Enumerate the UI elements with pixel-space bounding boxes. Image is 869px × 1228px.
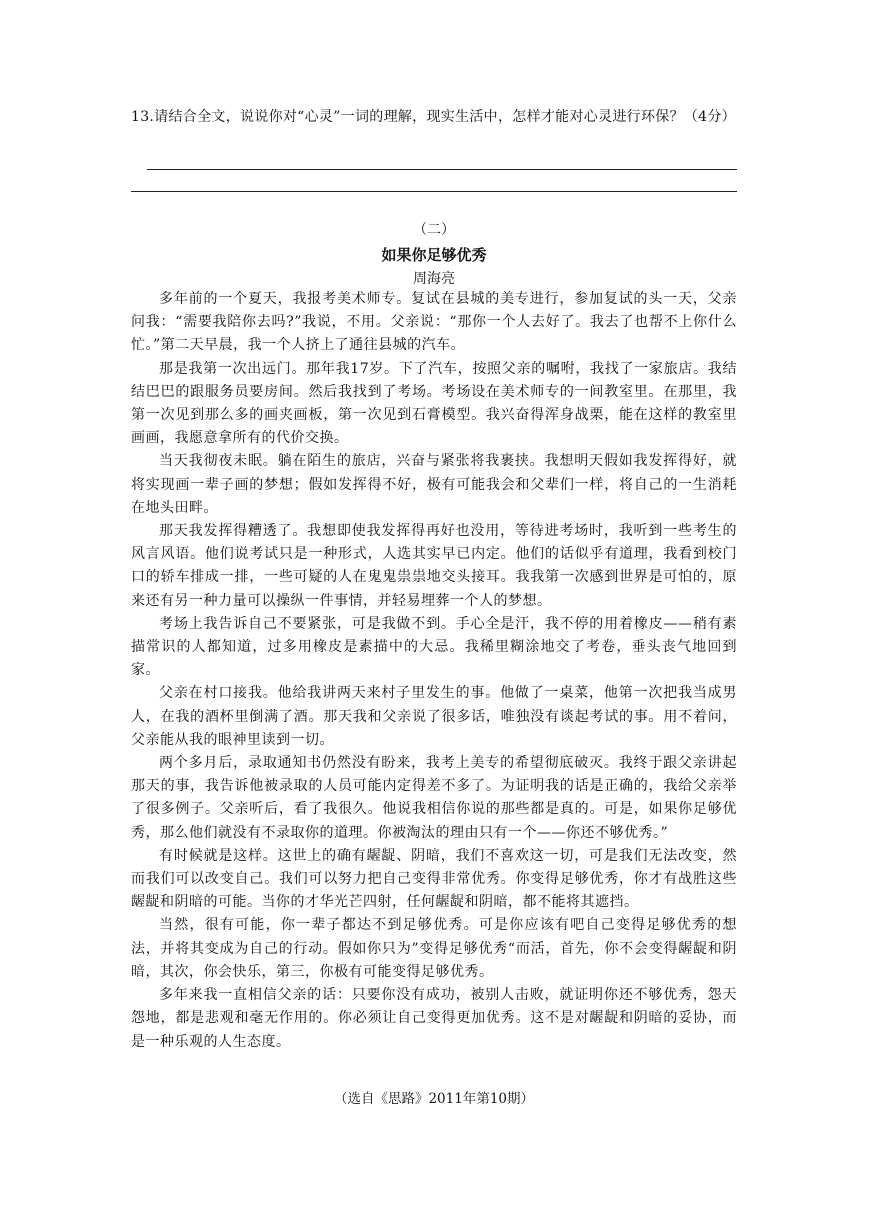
source-citation: （选自《思路》2011年第10期） (333, 1091, 535, 1107)
paragraph: 那天我发挥得糟透了。我想即使我发挥得再好也没用，等待进考场时，我听到一些考生的风言风语。他们说考试只是一种形式，人选其实早已内定。他们的话似乎有道理，我看到校门口的轿车排成一排，一些可疑的人在鬼鬼祟祟地交头接耳。我我第一次感到世界是可怕的，原来还有另一种力量可以操纵一件事情，并轻易埋葬一个人的梦想。 (131, 523, 737, 609)
passage-author: 周海亮 (413, 271, 455, 287)
paragraph: 当然，很有可能，你一辈子都达不到足够优秀。可是你应该有吧自己变得足够优秀的想法，并将其变成为自己的行动。假如你只为”变得足够优秀“而活，首先，你不会变得龌龊和阴暗，其次，你会快乐，第三，你极有可能变得足够优秀。 (131, 917, 737, 980)
answer-line-2 (131, 191, 737, 192)
paragraph: 当天我彻夜未眠。躺在陌生的旅店，兴奋与紧张将我裹挟。我想明天假如我发挥得好，就将实现画一辈子画的梦想；假如发挥得不好，极有可能我会和父辈们一样，将自己的一生消耗在地头田畔。 (131, 453, 737, 516)
paragraph: 考场上我告诉自己不要紧张，可是我做不到。手心全是汗，我不停的用着橡皮——稍有素描常识的人都知道，过多用橡皮是素描中的大忌。我稀里糊涂地交了考卷，垂头丧气地回到家。 (131, 615, 737, 679)
section-marker: （二） (413, 222, 455, 238)
passage-body (131, 288, 737, 1054)
passage-title: 如果你足够优秀 (381, 246, 487, 264)
paragraph: 两个多月后，录取通知书仍然没有盼来，我考上美专的希望彻底破灭。我终于跟父亲讲起那天的事，我告诉他被录取的人员可能内定得差不多了。为证明我的话是正确的，我给父亲举了很多例子。父亲听后，看了我很久。他说我相信你说的那些都是真的。可是，如果你足够优秀，那么他们就没有不录取你的道理。你被淘汰的理由只有一个——你还不够优秀。” (131, 755, 737, 841)
paragraph: 父亲在村口接我。他给我讲两天来村子里发生的事。他做了一桌菜，他第一次把我当成男人，在我的酒杯里倒满了酒。那天我和父亲说了很多话，唯独没有谈起考试的事。用不着问，父亲能从我的眼神里读到一切。 (131, 685, 737, 748)
question-13: 13.请结合全文，说说你对“心灵”一词的理解，现实生活中，怎样才能对心灵进行环保？（4分） (131, 109, 736, 125)
paragraph: 有时候就是这样。这世上的确有龌龊、阴暗，我们不喜欢这一切，可是我们无法改变，然而我们可以改变自己。我们可以努力把自己变得非常优秀。你变得足够优秀，你才有战胜这些龌龊和阴暗的可能。当你的才华光芒四射，任何龌龊和阴暗，都不能将其遮挡。 (131, 847, 737, 911)
paragraph: 多年前的一个夏天，我报考美术师专。复试在县城的美专进行，参加复试的头一天，父亲问我：“需要我陪你去吗?”我说，不用。父亲说：“那你一个人去好了。我去了也帮不上你什么忙。”第二天早晨，我一个人挤上了通往县城的汽车。 (131, 291, 737, 354)
paragraph: 那是我第一次出远门。那年我17岁。下了汽车，按照父亲的嘱咐，我找了一家旅店。我结结巴巴的跟服务员要房间。然后我找到了考场。考场设在美术师专的一间教室里。在那里，我第一次见到那么多的画夹画板，第一次见到石膏模型。我兴奋得浑身战栗，能在这样的教室里画画，我愿意拿所有的代价交换。 (131, 360, 737, 447)
answer-line-1 (147, 169, 737, 170)
paragraph: 多年来我一直相信父亲的话：只要你没有成功，被别人击败，就证明你还不够优秀，怨天怨地，都是悲观和毫无作用的。你必须让自己变得更加优秀。这不是对龌龊和阴暗的妥协，而是一种乐观的人生态度。 (131, 987, 737, 1050)
